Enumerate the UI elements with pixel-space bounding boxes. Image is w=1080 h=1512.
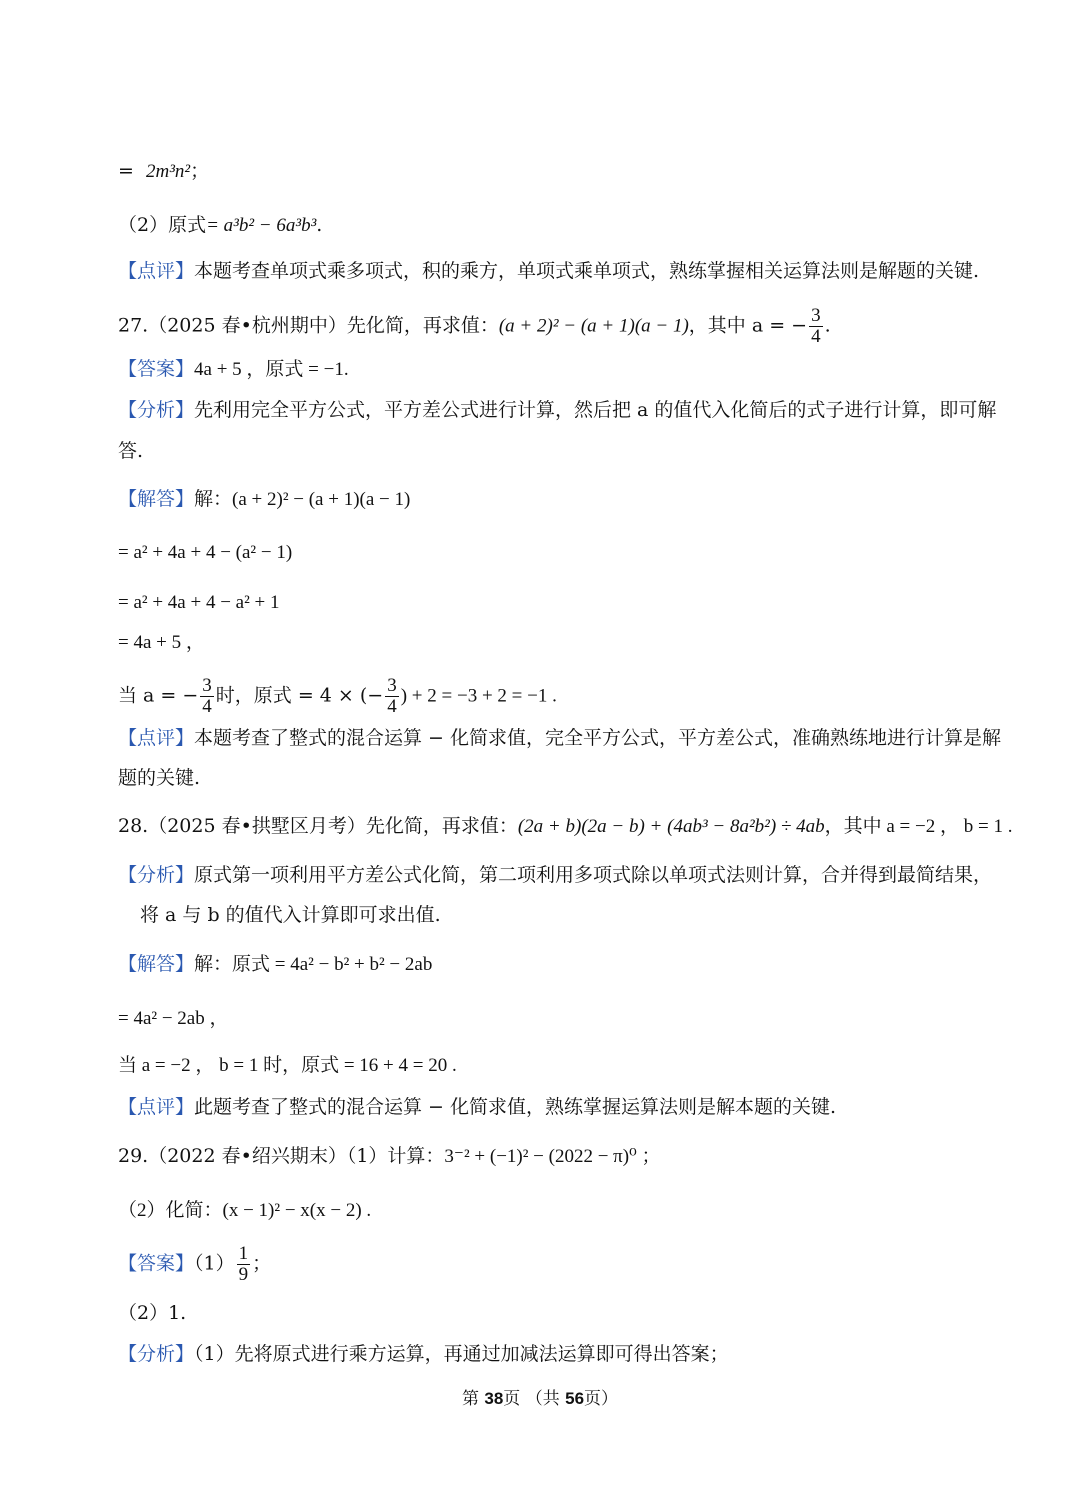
question-29: 29.（2022 春•绍兴期末）（1）计算：3⁻² + (−1)² − (2022 − π)⁰ ； <box>118 1145 661 1167</box>
solution-step: = 4a + 5 ， <box>118 632 205 653</box>
current-page-number: 38 <box>484 1389 504 1408</box>
question-29-part2: （2）化简：(x − 1)² − x(x − 2) . <box>118 1200 372 1221</box>
comment-line: 【点评】本题考查了整式的混合运算 − 化简求值，完全平方公式，平方差公式，准确熟练地进行计算是解 <box>118 727 1002 749</box>
comment-line-continued: 题的关键. <box>118 767 201 789</box>
question-27: 27.（2025 春•杭州期中）先化简，再求值：(a + 2)² − (a + 1)(a − 1)，其中 a = − $\frac{3}{4}$ . <box>118 305 831 347</box>
page-footer: 第 38页 （共 56页） <box>461 1389 619 1409</box>
total-page-number: 56 <box>565 1389 585 1408</box>
comment-line: 【点评】此题考查了整式的混合运算 − 化简求值，熟练掌握运算法则是解本题的关键. <box>118 1096 837 1118</box>
comment-tag: 【点评】 <box>118 260 195 282</box>
fraction: $\frac{3}{4}$ <box>202 675 212 717</box>
fraction: $\frac{3}{4}$ <box>811 305 821 347</box>
solution-step: = a² + 4a + 4 − (a² − 1) <box>118 542 293 563</box>
fraction: $\frac{1}{9}$ <box>238 1243 249 1285</box>
solution-step: 当 a = − $\frac{3}{4}$ 时，原式 = 4 × (− $\frac{3}{4}$ ) + 2 = −3 + 2 = −1 . <box>118 675 557 717</box>
analysis-tag: 【分析】 <box>118 864 195 886</box>
solution-line: 【解答】解：原式 = 4a² − b² + b² − 2ab <box>118 953 433 975</box>
answer-line: 【答案】（1） $\frac{1}{9}$ ； <box>118 1243 272 1285</box>
answer-line-continued: （2）1. <box>118 1302 187 1324</box>
solution-step: 当 a = −2 ， b = 1 时，原式 = 16 + 4 = 20 . <box>118 1055 457 1076</box>
solution-line: 【解答】解：(a + 2)² − (a + 1)(a − 1) <box>118 488 411 510</box>
question-28: 28.（2025 春•拱墅区月考）先化简，再求值：(2a + b)(2a − b) + (4ab³ − 8a²b²) ÷ 4ab，其中 a = −2 ， b = 1 . <box>118 815 1013 837</box>
solution-tag: 【解答】 <box>118 488 195 510</box>
comment-tag: 【点评】 <box>118 727 195 749</box>
comment-tag: 【点评】 <box>118 1096 195 1118</box>
analysis-line: 【分析】（1）先将原式进行乘方运算，再通过加减法运算即可得出答案； <box>118 1343 729 1365</box>
solution-step: = 4a² − 2ab ， <box>118 1008 229 1029</box>
solution-step: = a² + 4a + 4 − a² + 1 <box>118 592 280 613</box>
analysis-line-continued: 将 a 与 b 的值代入计算即可求出值. <box>140 904 441 926</box>
answer-tag: 【答案】 <box>118 358 195 380</box>
analysis-tag: 【分析】 <box>118 1343 195 1365</box>
analysis-line-continued: 答. <box>118 440 144 462</box>
analysis-line: 【分析】原式第一项利用平方差公式化简，第二项利用多项式除以单项式法则计算，合并得到最简结果， <box>118 864 993 886</box>
fraction: $\frac{3}{4}$ <box>387 675 397 717</box>
solution-line: （2）原式= a³b² − 6a³b³. <box>118 214 323 236</box>
analysis-tag: 【分析】 <box>118 399 195 421</box>
comment-line: 【点评】本题考查单项式乘多项式，积的乘方，单项式乘单项式，熟练掌握相关运算法则是解题的关键. <box>118 260 980 282</box>
solution-line: = 2m³n²； <box>118 160 210 182</box>
analysis-line: 【分析】先利用完全平方公式，平方差公式进行计算，然后把 a 的值代入化简后的式子进行计算，即可解 <box>118 399 997 421</box>
answer-tag: 【答案】 <box>118 1252 195 1275</box>
solution-tag: 【解答】 <box>118 953 195 975</box>
answer-line: 【答案】4a + 5 ，原式 = −1. <box>118 358 349 380</box>
